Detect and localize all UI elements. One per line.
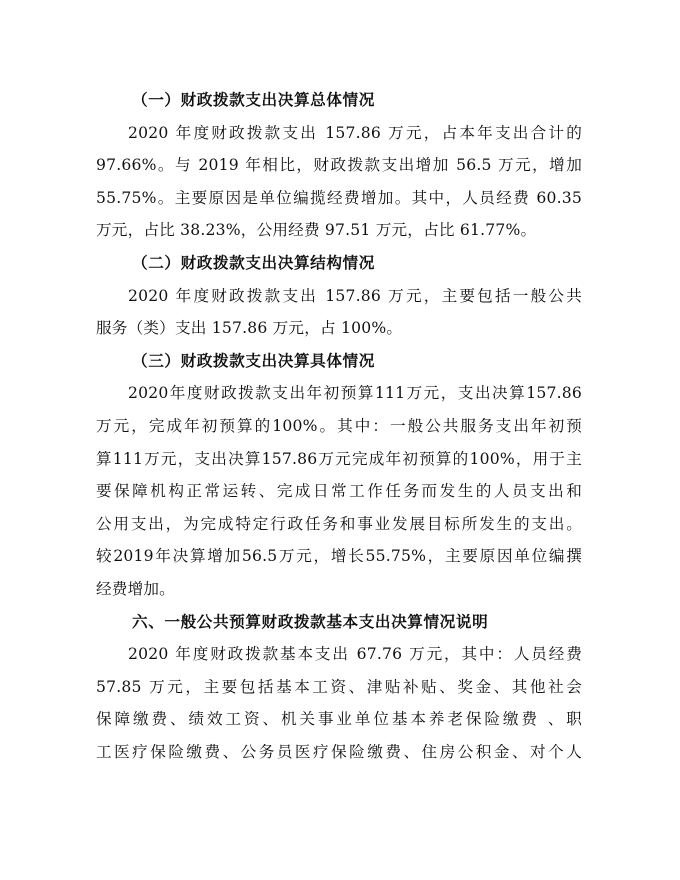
paragraph-line: 57.85 万元，主要包括基本工资、津贴补贴、奖金、其他社会 xyxy=(96,677,582,696)
paragraph-line: 万元，完成年初预算的100%。其中：一般公共服务支出年初预 xyxy=(96,416,582,435)
paragraph-line: 较2019年决算增加56.5万元，增长55.75%，主要原因单位编撰 xyxy=(96,547,582,566)
paragraph-line: 经费增加。 xyxy=(96,579,175,598)
section-heading-3: （三）财政拨款支出决算具体情况 xyxy=(132,350,375,370)
section-heading-1: （一）财政拨款支出决算总体情况 xyxy=(132,90,375,109)
paragraph-line: 服务（类）支出 157.86 万元，占 100%。 xyxy=(96,319,403,338)
paragraph-line: 要保障机构正常运转、完成日常工作任务而发生的人员支出和 xyxy=(96,482,582,501)
paragraph-line: 2020年度财政拨款支出年初预算111万元，支出决算157.86 xyxy=(128,384,582,403)
paragraph-line: 97.66%。与 2019 年相比，财政拨款支出增加 56.5 万元，增加 xyxy=(96,156,582,175)
section-heading-2: （二）财政拨款支出决算结构情况 xyxy=(132,252,375,272)
paragraph-line: 公用支出，为完成特定行政任务和事业发展目标所发生的支出。 xyxy=(96,514,582,533)
paragraph-line: 保障缴费、绩效工资、机关事业单位基本养老保险缴费 、职 xyxy=(96,710,582,729)
paragraph-line: 2020 年度财政拨款基本支出 67.76 万元，其中：人员经费 xyxy=(128,645,582,664)
paragraph-line: 55.75%。主要原因是单位编揽经费增加。其中，人员经费 60.35 xyxy=(96,188,582,207)
paragraph-line: 工医疗保险缴费、公务员医疗保险缴费、住房公积金、对个人 xyxy=(96,742,582,761)
paragraph-line: 算111万元，支出决算157.86万元完成年初预算的100%，用于主 xyxy=(96,449,582,468)
section-heading-6: 六、一般公共预算财政拨款基本支出决算情况说明 xyxy=(132,611,489,631)
paragraph-line: 2020 年度财政拨款支出 157.86 万元，主要包括一般公共 xyxy=(128,286,582,305)
paragraph-line: 2020 年度财政拨款支出 157.86 万元，占本年支出合计的 xyxy=(128,123,582,142)
document-page xyxy=(96,84,582,768)
paragraph-line: 万元，占比 38.23%，公用经费 97.51 万元，占比 61.77%。 xyxy=(96,221,537,240)
